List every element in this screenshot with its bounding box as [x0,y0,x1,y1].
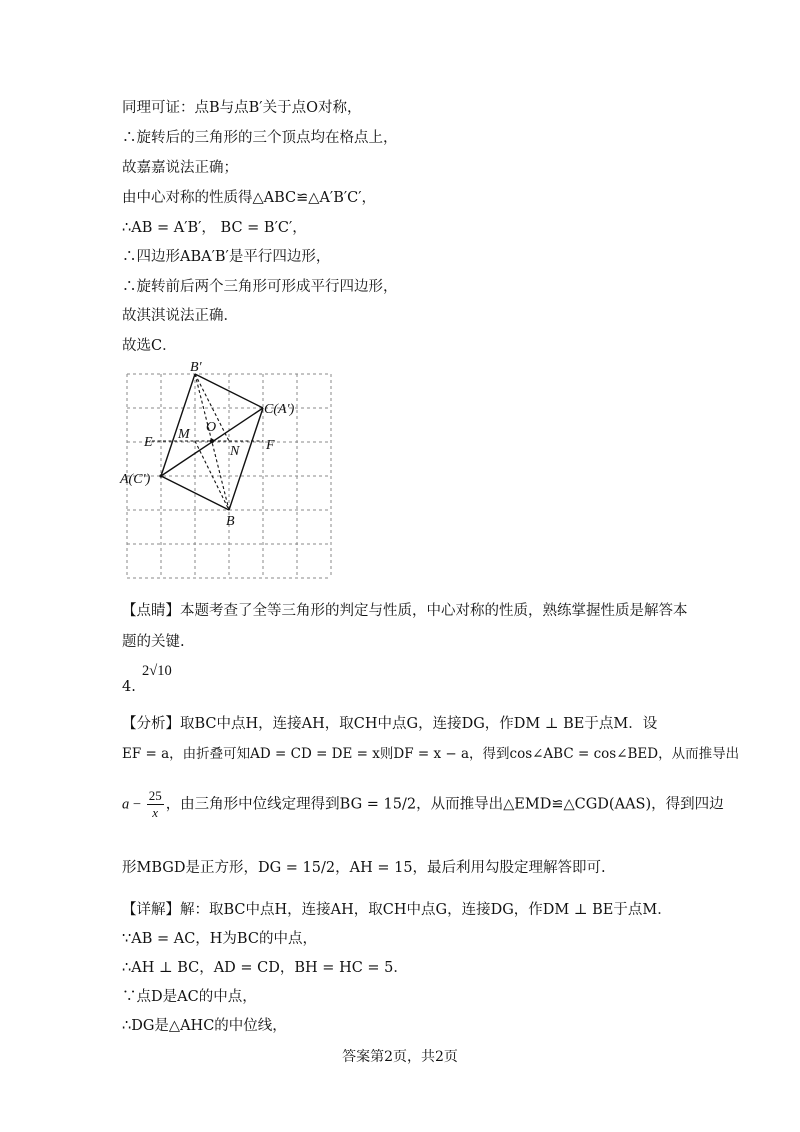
detail-line-3: ∴AH ⊥ BC，AD = CD，BH = HC = 5． [122,960,408,976]
label-b: B [226,514,235,529]
proof-line-7: ∴旋转前后两个三角形可形成平行四边形， [122,279,398,295]
comment-line-2: 题的关键. [122,634,185,650]
proof-line-5: ∴AB = A′B′， BC = B′C′， [122,220,307,236]
edge-c-b [229,408,263,510]
proof-line-3: 故嘉嘉说法正确； [122,160,238,176]
label-f: F [266,438,275,453]
label-o: O [206,420,217,435]
comment-text-1: 本题考查了全等三角形的判定与性质，中心对称的性质，熟练掌握性质是解答本 [180,603,688,619]
detail-text-1: 解：取BC中点H，连接AH，取CH中点G，连接DG，作DM ⊥ BE于点M． [180,902,672,918]
detail-line-4: ∵点D是AC的中点， [122,989,257,1005]
analysis-line-2: EF = a，由折叠可知AD = CD = DE = x则DF = x − a，得到cos∠ABC = cos∠BED，从而推导出 [122,746,740,762]
grid [127,374,331,578]
comment-tag: 【点睛】 [122,603,180,619]
label-n: N [230,444,240,459]
analysis-line-4: 形MBGD是正方形，DG = 15/2，AH = 15，最后利用勾股定理解答即可. [122,860,606,876]
page-footer: 答案第2页，共2页 [342,1049,458,1065]
detail-line-1 [122,899,672,921]
edge-a-bprime [161,374,195,476]
analysis-text-1: 取BC中点H，连接AH，取CH中点G，连接DG，作DM ⊥ BE于点M．设 [180,716,658,732]
edge-b-a [161,476,229,510]
analysis-text-3: ，由三角形中位线定理得到BG = 15/2，从而推导出△EMD≌△CGD(AAS)，得到四边 [165,796,724,813]
proof-line-8: 故淇淇说法正确． [122,308,238,324]
label-c-a-prime: C(A′) [264,402,295,417]
edge-bprime-c [195,374,263,408]
proof-line-4: 由中心对称的性质得△ABC≌△A′B′C′， [122,190,377,206]
proof-line-1: 同理可证：点B与点B′关于点O对称， [122,100,362,116]
point-o [210,439,214,443]
label-e: E [144,435,153,450]
question-4-answer: 2√10 [142,663,172,679]
analysis-tag: 【分析】 [122,716,180,732]
detail-tag: 【详解】 [122,902,180,918]
proof-line-9: 故选C． [122,338,177,354]
label-m: M [178,427,190,442]
question-4-number: 4. [122,679,136,695]
geometry-figure [118,362,340,584]
detail-line-5: ∴DG是△AHC的中位线， [122,1018,287,1034]
label-b-prime: B′ [190,362,202,375]
analysis-line-3: a − $\frac{25}{x}$ ，由三角形中位线定理得到BG = 15/2，从而推导出△EMD≌△CGD(AAS)，得到四边 [122,788,724,820]
label-a-c-prime: A(C′) [120,472,151,487]
detail-line-2: ∵AB = AC，H为BC的中点， [122,931,317,947]
proof-line-6: ∴四边形ABA′B′是平行四边形， [122,249,331,265]
comment-line-1 [122,600,688,622]
analysis-line-1 [122,713,657,735]
proof-line-2: ∴旋转后的三角形的三个顶点均在格点上， [122,130,398,146]
